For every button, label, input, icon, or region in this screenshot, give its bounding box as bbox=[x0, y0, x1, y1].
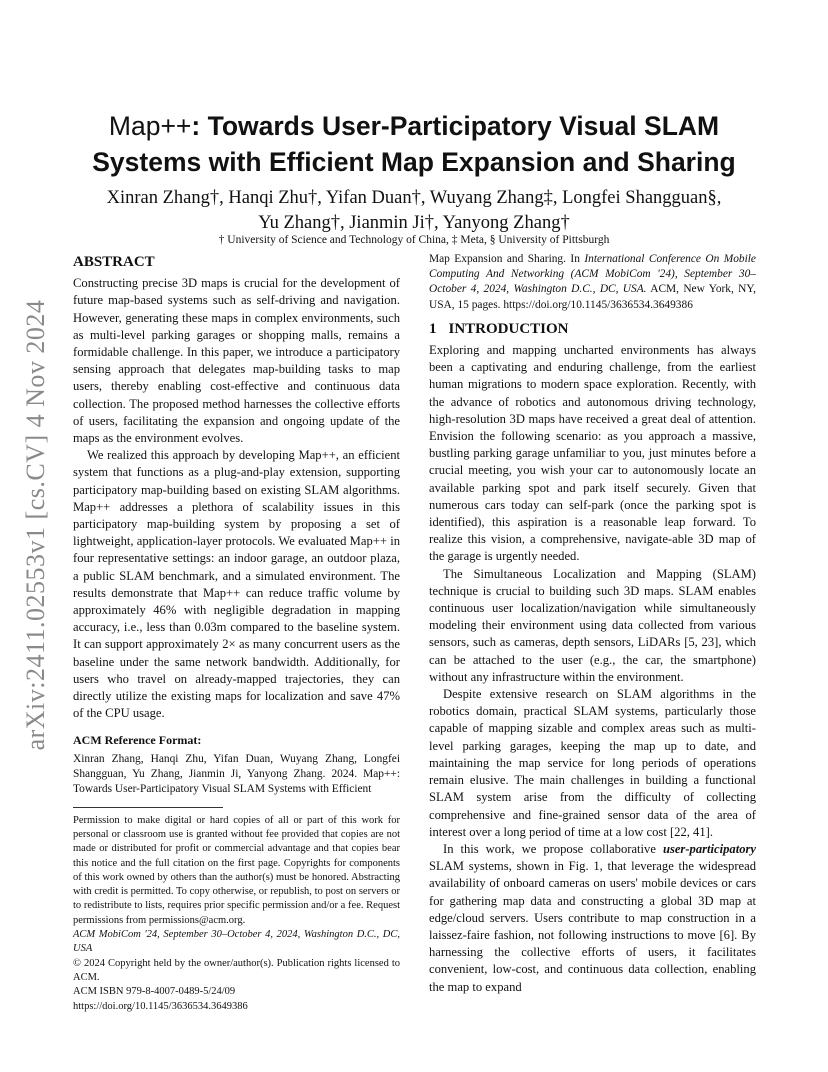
title-system-name: Map++ bbox=[108, 111, 192, 141]
author-list bbox=[60, 186, 768, 236]
permission-copyright: © 2024 Copyright held by the owner/author(s). Publication rights licensed to ACM. bbox=[73, 957, 400, 983]
permission-text: Permission to make digital or hard copies of all or part of this work for personal or classroom use is granted without fee provided that copies are not made or distributed for profit or commercial advantage and that copies bear this notice and the full citation on the first page. Copyrights for components of this work owned by others than the author(s) must be honored. Abstracting with credit is permitted. To copy otherwise, or republish, to post on servers or to redistribute to lists, requires prior specific permission and/or a fee. Request permissions from permissions@acm.org. bbox=[73, 814, 400, 926]
section-number: 1 bbox=[429, 320, 437, 337]
intro-paragraph-2: The Simultaneous Localization and Mapping (SLAM) technique is crucial to building such 3D maps. SLAM enables continuous user localization/navigation while simultaneously modeling their environment using data collected from various sensors, such as cameras, depth sensors, LiDARs [5, 23], which can be attached to the user (e.g., the car, the smartphone) without any infrastructure within the environment. bbox=[429, 566, 756, 684]
section-title: INTRODUCTION bbox=[448, 320, 569, 337]
title-main: : Towards User-Participatory Visual SLAM Systems with Efficient Map Expansion and Sharing bbox=[92, 111, 736, 177]
intro-paragraph-4 bbox=[429, 841, 756, 996]
paper-title bbox=[60, 108, 768, 180]
arxiv-side-stamp bbox=[16, 290, 56, 760]
author-line-2: Yu Zhang†, Jianmin Ji†, Yanyong Zhang† bbox=[258, 213, 570, 233]
affiliations: † University of Science and Technology of China, ‡ Meta, § University of Pittsburgh bbox=[218, 234, 610, 246]
footnote-divider bbox=[73, 807, 223, 808]
permission-doi: https://doi.org/10.1145/3636534.3649386 bbox=[73, 1000, 248, 1012]
author-line-1: Xinran Zhang†, Hanqi Zhu†, Yifan Duan†, Wuyang Zhang‡, Longfei Shangguan§, bbox=[106, 188, 722, 208]
reference-format-continued bbox=[429, 252, 756, 313]
left-column bbox=[73, 252, 400, 1014]
intro-p4-start: In this work, we propose collaborative bbox=[443, 841, 663, 856]
intro-p4-end: SLAM systems, shown in Fig. 1, that leverage the widespread availability of onboard cameras on users' mobile devices or cars for gathering map data and constructing a global 3D map at edge/cloud servers. Users contribute to map construction in a laissez-faire fashion, not following instructions to move [6]. By harnessing the collective efforts of users, it facilitates convenient, low-cost, and continuous data collection, enabling the map to expand bbox=[429, 859, 756, 994]
permission-isbn: ACM ISBN 979-8-4007-0489-5/24/09 bbox=[73, 986, 236, 998]
abstract-paragraph-2: We realized this approach by developing Map++, an efficient system that functions as a plug-and-play extension, supporting participatory map-building based on existing SLAM algorithms. Map++ addresses a plethora of scalability issues in this participatory map-building system by proposing a set of lightweight, application-layer protocols. We evaluated Map++ in four representative settings: an indoor garage, an outdoor plaza, a public SLAM benchmark, and a simulated environment. The results demonstrate that Map++ can reduce traffic volume by approximately 46% with negligible degradation in mapping accuracy, i.e., less than 0.03m compared to the baseline system. It can support approximately 2× as many concurrent users as the baseline under the same network bandwidth. Additionally, for users who travel on already-mapped trajectories, they can directly utilize the existing maps for localization and save 47% of the CPU usage. bbox=[73, 448, 400, 721]
abstract-paragraph-1: Constructing precise 3D maps is crucial for the development of future map-based systems such as self-driving and navigation. However, generating these maps in complex environments, such as multi-level parking garages or shopping malls, remains a formidable challenge. In this paper, we introduce a participatory sensing approach that delegates map-building tasks to map users, thereby enabling cost-effective and continuous data collection. The proposed method harnesses the collective efforts of users, facilitating the expansion and ongoing update of the maps as the environment evolves. bbox=[73, 276, 400, 446]
permission-block bbox=[73, 814, 400, 1014]
right-column bbox=[429, 252, 756, 996]
introduction-heading bbox=[429, 321, 756, 338]
intro-paragraph-1: Exploring and mapping uncharted environments has always been a captivating and enduring challenge, from the earliest human migrations to modern space exploration. Recently, with the advance of robotics and autonomous driving technology, high-resolution 3D maps have received a great deal of attention. Envision the following scenario: as you approach a massive, bustling parking garage unfamiliar to you, just minutes before a crucial meeting, you wish your car to autonomously locate an available parking spot and park itself securely. Given that numerous cars today can self-park (once the parking spot is identified), this aspiration is a reasonable leap forward. To realize this vision, a comprehensive, navigate-able 3D map of the garage is urgently needed. bbox=[429, 343, 756, 564]
reference-continued-tail: ACM, New York, NY, USA, 15 pages. https://doi.org/10.1145/3636534.3649386 bbox=[429, 283, 756, 311]
reference-continued-plain: Map Expansion and Sharing. In bbox=[429, 253, 585, 265]
intro-p4-emphasis: user-participatory bbox=[662, 841, 756, 856]
reference-format-text: Xinran Zhang, Hanqi Zhu, Yifan Duan, Wuyang Zhang, Longfei Shangguan, Yu Zhang, Jianmin Ji, Yanyong Zhang. 2024. Map++: Towards User-Participatory Visual SLAM Systems with Efficient bbox=[73, 752, 400, 795]
intro-paragraph-3: Despite extensive research on SLAM algorithms in the robotics domain, practical SLAM systems, particularly those capable of mapping sizable and complex areas such as multi-level parking garages, keeping the map up to date, and maintaining the map service for long periods of operations remain elusive. The main challenges in building a functional SLAM system arise from the difficulty of collecting comprehensive and fine-grained sensor data of the area of interest over a long period of time at a low cost [22, 41]. bbox=[429, 687, 756, 839]
reference-format-heading: ACM Reference Format: bbox=[73, 733, 202, 748]
arxiv-identifier: arXiv:2411.02553v1 [cs.CV] 4 Nov 2024 bbox=[21, 299, 50, 751]
abstract-heading: ABSTRACT bbox=[73, 254, 155, 270]
permission-venue: ACM MobiCom '24, September 30–October 4, 2024, Washington D.C., DC, USA bbox=[73, 929, 400, 955]
reference-continued-venue: International Conference On Mobile Computing And Networking (ACM MobiCom '24), September 30–October 4, 2024, Washington D.C., DC, USA. bbox=[429, 253, 756, 296]
